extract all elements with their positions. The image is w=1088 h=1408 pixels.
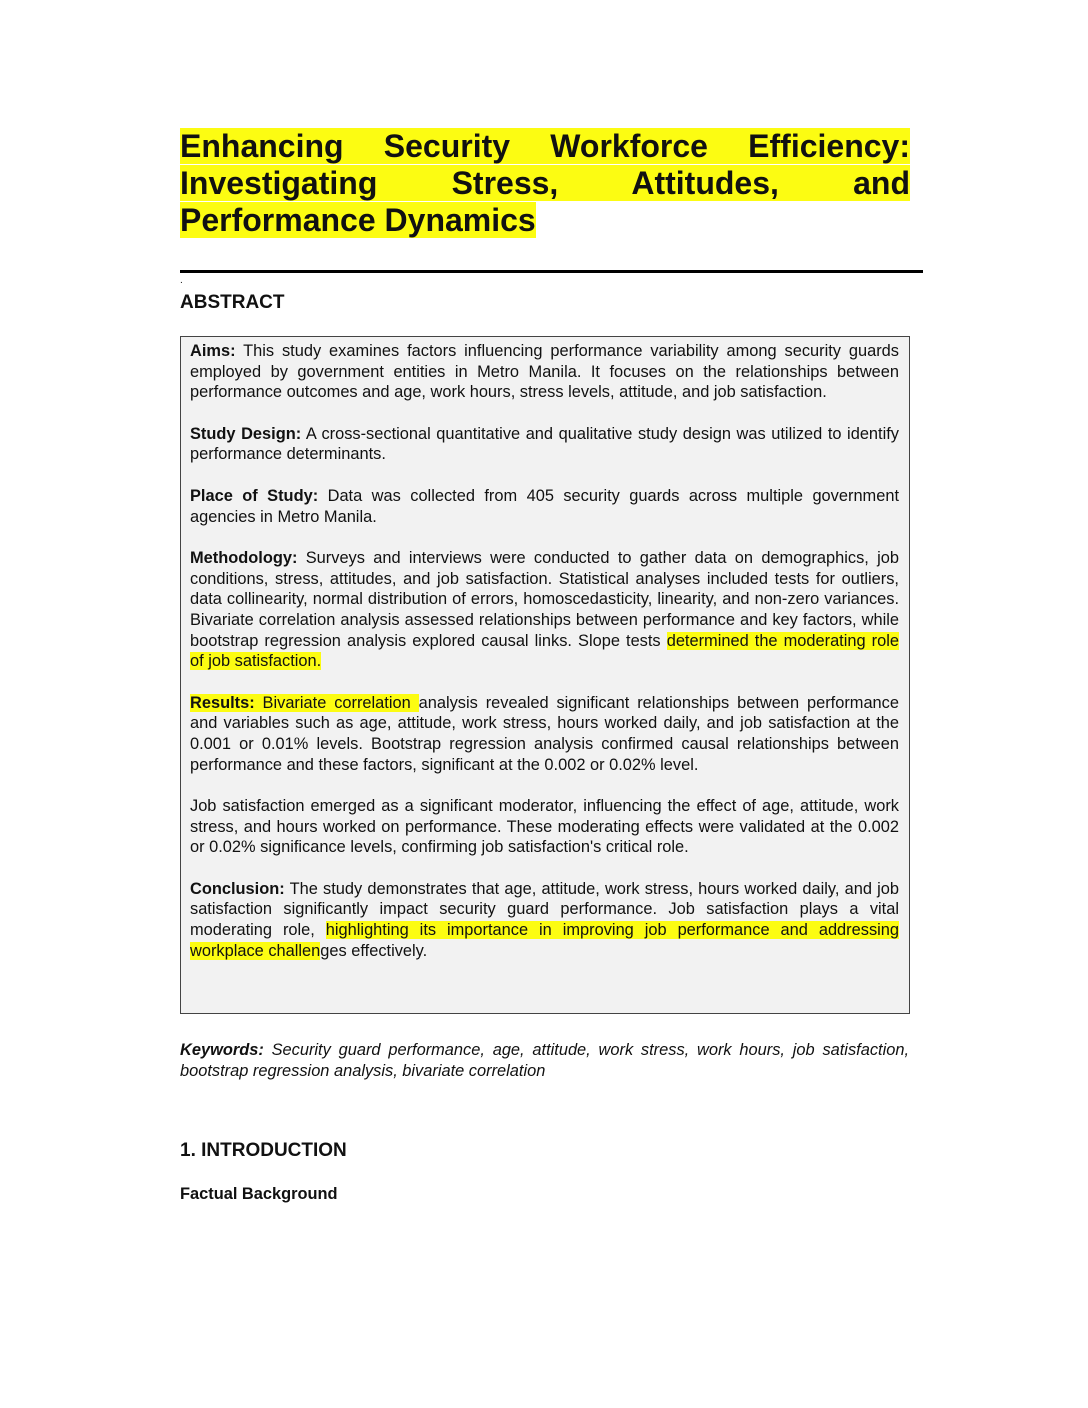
factual-background-heading: Factual Background — [180, 1185, 338, 1203]
results-highlight: Bivariate correlation — [254, 693, 419, 712]
methodology-label: Methodology: — [190, 549, 298, 568]
results-label: Results: — [190, 693, 255, 712]
aims-label: Aims: — [190, 342, 236, 360]
abstract-conclusion — [190, 879, 899, 961]
keywords-text: Security guard performance, age, attitude, work stress, work hours, job satisfaction, bootstrap regression analysis, bivariate correlation — [180, 1041, 909, 1080]
results-2-text: Job satisfaction emerged as a significant moderator, influencing the effect of age, attitude, work stress, and hours worked on performance. These moderating effects were validated at the 0.002 or 0.02% significance levels, confirming job satisfaction's critical role. — [190, 797, 899, 857]
title-divider — [180, 270, 923, 273]
abstract-aims — [190, 341, 899, 403]
paper-title-text: Enhancing Security Workforce Efficiency: Investigating Stress, Attitudes, and Performance Dynamics — [180, 128, 910, 238]
paper-title — [180, 128, 910, 239]
place-of-study-text: Data was collected from 405 security guards across multiple government agencies in Metro Manila. — [190, 486, 899, 526]
abstract-place-of-study — [190, 486, 899, 527]
divider-mark: . — [180, 275, 183, 286]
introduction-heading: 1. INTRODUCTION — [180, 1140, 347, 1161]
abstract-methodology — [190, 548, 899, 672]
conclusion-label: Conclusion: — [190, 879, 285, 898]
methodology-text: Surveys and interviews were conducted to gather data on demographics, job conditions, stress, attitudes, and job satisfaction. Statistical analyses included tests for outliers, data collinearity, normal distribution of errors, homoscedasticity, linearity, and non-zero variances. Bivariate correlation analysis assessed relationships between performance and key factors, while bootstrap regression analysis explored causal links. Slope tests — [190, 549, 899, 650]
abstract-results — [190, 693, 899, 775]
study-design-text: A cross-sectional quantitative and qualitative study design was utilized to identify performance determinants. — [190, 424, 899, 464]
abstract-results-continued — [190, 796, 899, 858]
abstract-heading: ABSTRACT — [180, 292, 285, 313]
abstract-box — [180, 336, 910, 1014]
study-design-label: Study Design: — [190, 424, 302, 443]
methodology-highlight: determined the moderating role of job satisfaction. — [190, 631, 900, 671]
place-of-study-label: Place of Study: — [190, 486, 319, 505]
conclusion-highlight: highlighting its importance in improving job performance and addressing workplace challen — [190, 921, 900, 960]
keywords-label: Keywords: — [180, 1041, 264, 1059]
aims-text: This study examines factors influencing performance variability among security guards employed by government entities in Metro Manila. It focuses on the relationships between performance outcomes and age, work hours, stress levels, attitude, and job satisfaction. — [190, 342, 899, 402]
abstract-study-design — [190, 424, 899, 465]
conclusion-text-end: ges effectively. — [320, 941, 428, 960]
results-text: analysis revealed significant relationships between performance and variables such as age, attitude, work stress, hours worked daily, and job satisfaction at the 0.001 or 0.01% levels. Bootstrap regression analysis confirmed causal relationships between performance and these factors, significant at the 0.002 or 0.02% level. — [190, 693, 899, 774]
conclusion-text: The study demonstrates that age, attitude, work stress, hours worked daily, and job satisfaction significantly impact security guard performance. Job satisfaction plays a vital moderating role, — [190, 879, 899, 940]
keywords — [180, 1040, 909, 1082]
